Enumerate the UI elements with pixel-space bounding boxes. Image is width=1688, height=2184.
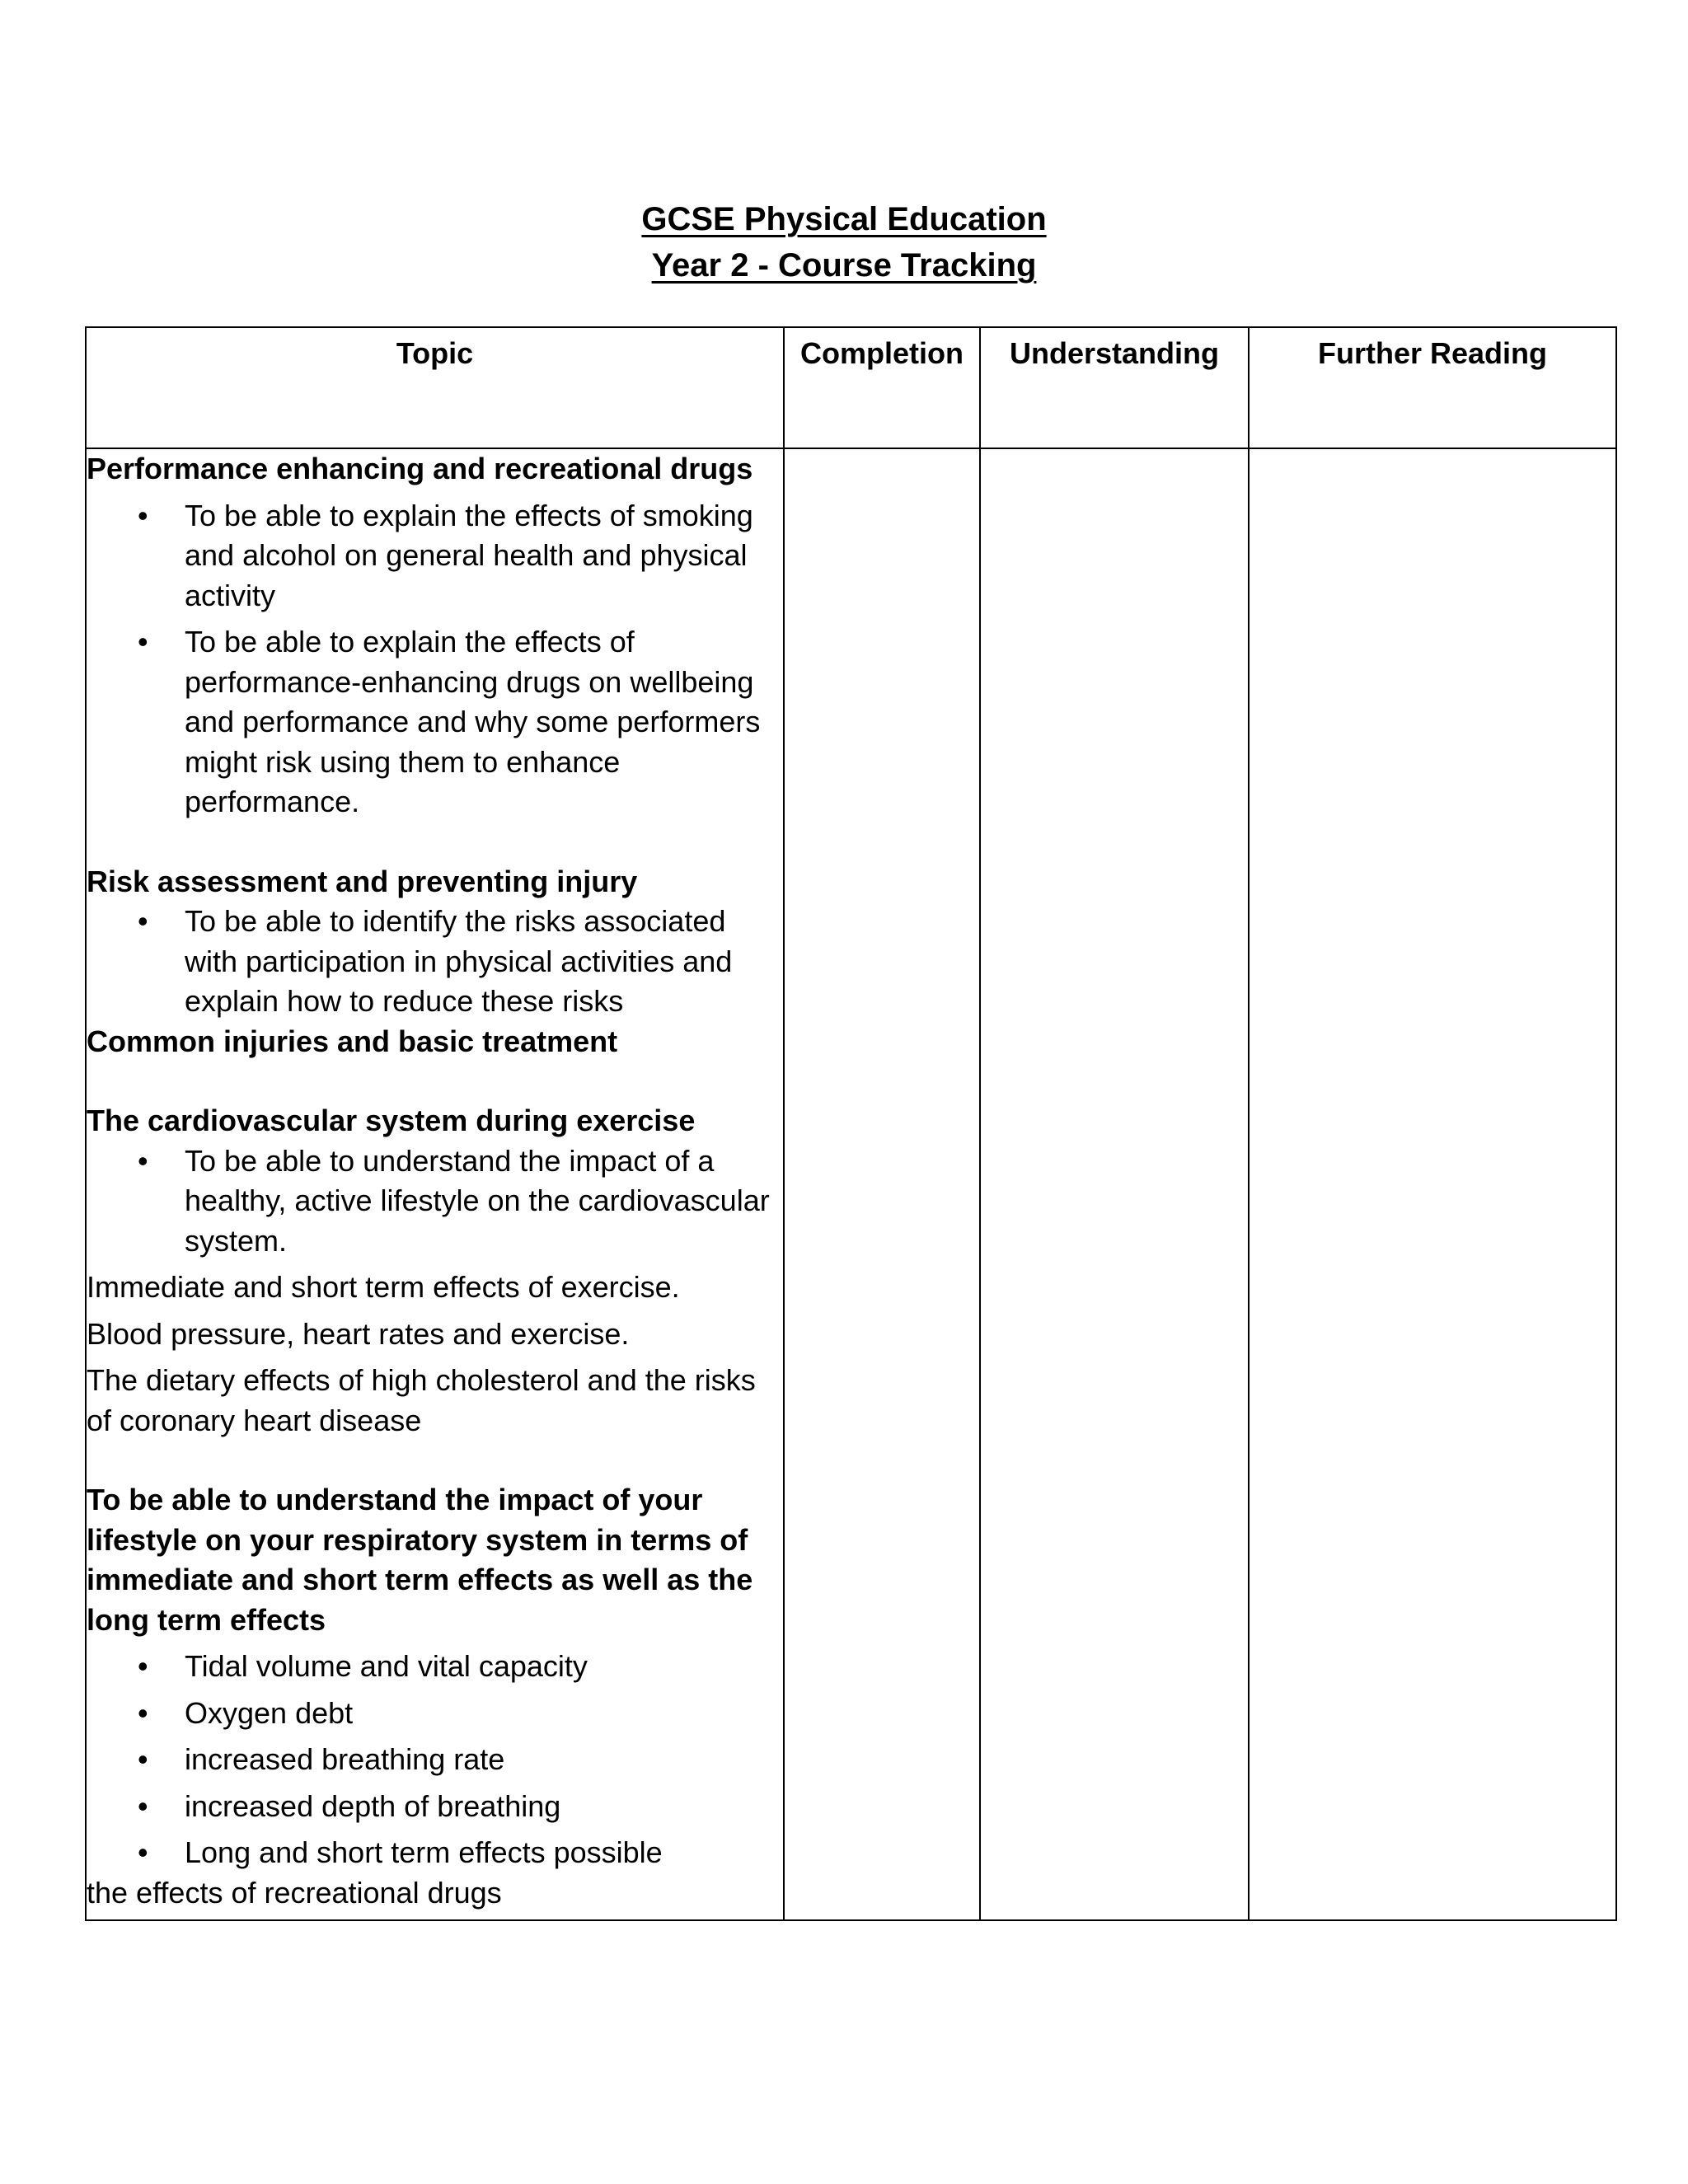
list-item: • To be able to understand the impact of a healthy, active lifestyle on the cardiovascular system. xyxy=(87,1141,783,1262)
respiratory-bullet-list xyxy=(87,1647,783,1873)
list-item: • Tidal volume and vital capacity xyxy=(87,1647,783,1687)
header-understanding: Understanding xyxy=(980,327,1249,448)
list-item: • To be able to explain the effects of smoking and alcohol on general health and physical activity xyxy=(87,496,783,616)
section-heading-drugs: Performance enhancing and recreational drugs xyxy=(87,452,753,485)
cardio-line: Immediate and short term effects of exercise. xyxy=(87,1270,680,1304)
further-reading-cell[interactable] xyxy=(1249,448,1616,1920)
section-heading-cardio: The cardiovascular system during exercise xyxy=(87,1104,696,1137)
section-heading-risk: Risk assessment and preventing injury xyxy=(87,864,638,898)
cardio-bullet-list xyxy=(87,1141,783,1262)
list-item: • Long and short term effects possible xyxy=(87,1833,783,1873)
header-completion: Completion xyxy=(784,327,980,448)
section-heading-injuries: Common injuries and basic treatment xyxy=(87,1024,618,1058)
list-item: • increased breathing rate xyxy=(87,1740,783,1780)
document-subtitle: Year 2 - Course Tracking xyxy=(651,247,1037,284)
drugs-bullet-list xyxy=(87,496,783,823)
completion-cell[interactable] xyxy=(784,448,980,1920)
section-heading-respiratory: To be able to understand the impact of your lifestyle on your respiratory system in terms of immediate and short term effects as well as the long term effects xyxy=(87,1483,753,1637)
cardio-line: The dietary effects of high cholesterol and the risks of coronary heart disease xyxy=(87,1363,756,1437)
document-title: GCSE Physical Education xyxy=(641,201,1047,237)
title-block xyxy=(0,196,1688,288)
list-item: • To be able to explain the effects of performance-enhancing drugs on wellbeing and performance and why some performers might risk using them to enhance performance. xyxy=(87,622,783,823)
header-further-reading: Further Reading xyxy=(1249,327,1616,448)
list-item: • increased depth of breathing xyxy=(87,1787,783,1827)
course-tracking-table xyxy=(85,326,1617,1921)
table-header-row xyxy=(86,327,1616,448)
table-row xyxy=(86,448,1616,1920)
header-topic: Topic xyxy=(86,327,784,448)
list-item: • To be able to identify the risks associated with participation in physical activities and explain how to reduce these risks xyxy=(87,902,783,1022)
respiratory-footer: the effects of recreational drugs xyxy=(87,1875,502,1910)
cardio-line: Blood pressure, heart rates and exercise. xyxy=(87,1316,630,1351)
topic-cell xyxy=(86,448,784,1920)
risk-bullet-list xyxy=(87,902,783,1022)
understanding-cell[interactable] xyxy=(980,448,1249,1920)
list-item: • Oxygen debt xyxy=(87,1694,783,1734)
